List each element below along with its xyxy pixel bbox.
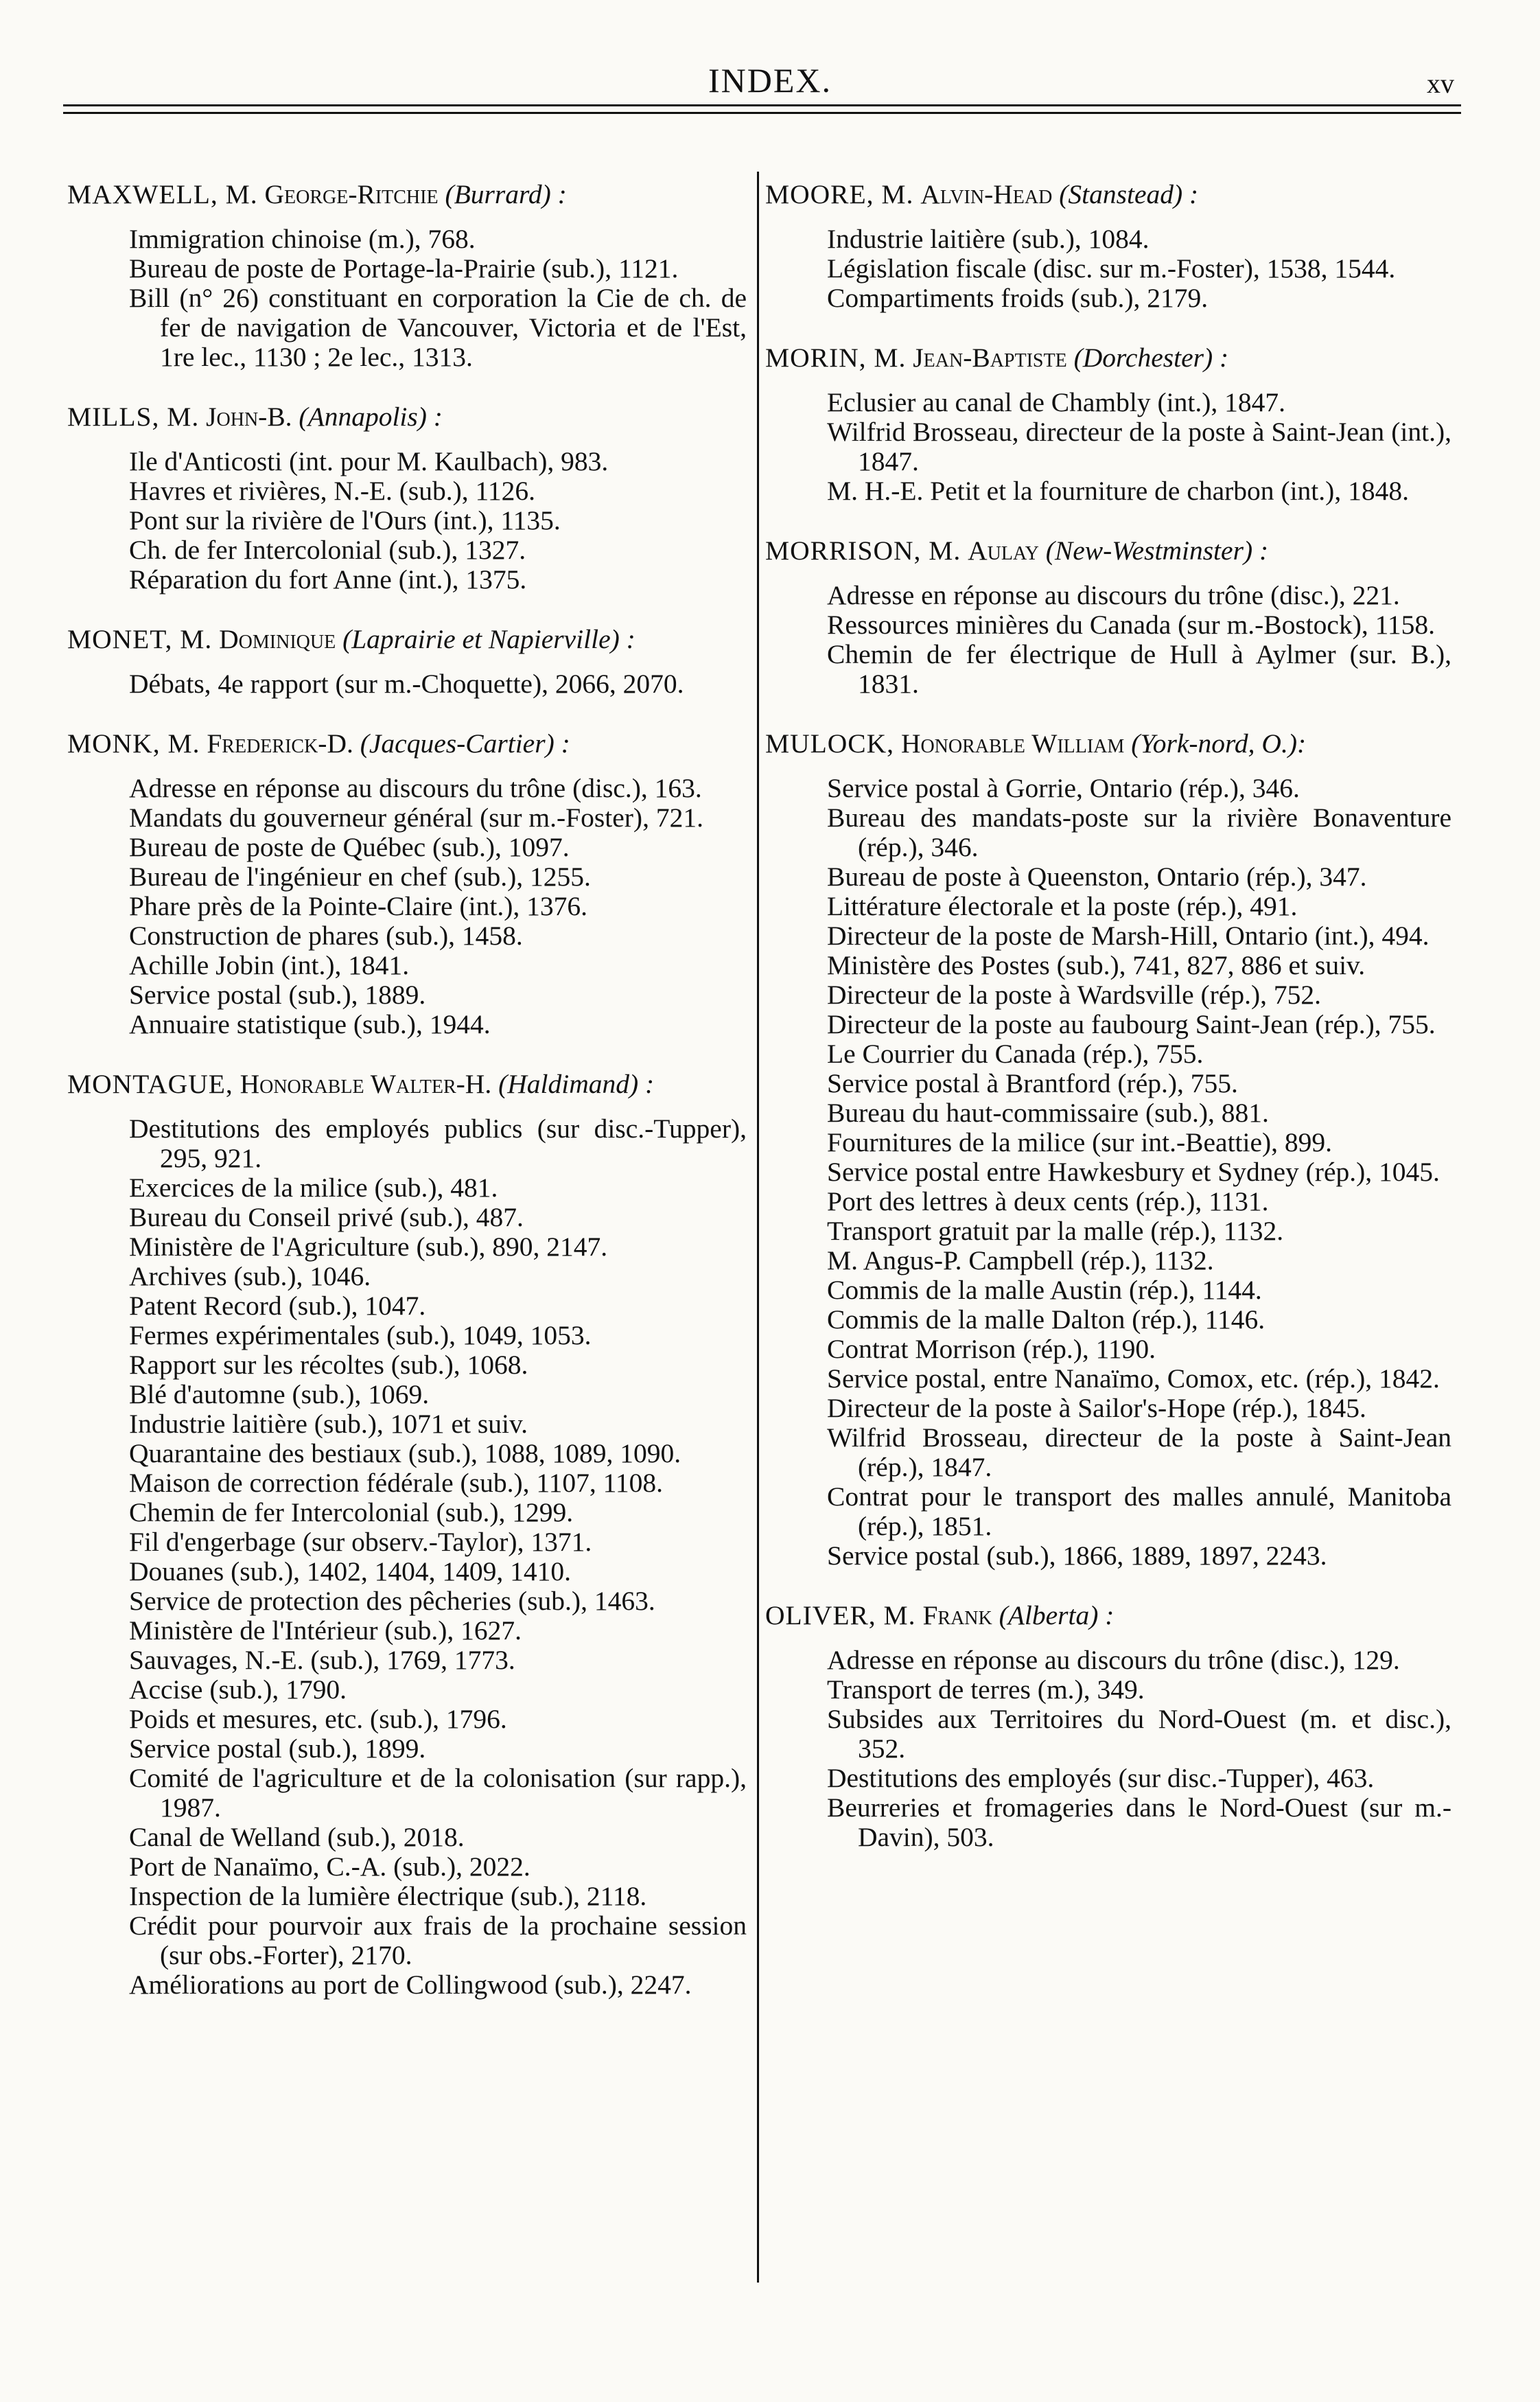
index-item: Mandats du gouverneur général (sur m.-Foster), 721. [129,802,703,833]
index-item: Port de Nanaïmo, C.-A. (sub.), 2022. [129,1851,530,1882]
index-item: Adresse en réponse au discours du trône (disc.), 163. [129,773,702,803]
index-item: Pont sur la rivière de l'Ours (int.), 1135. [129,505,561,535]
index-item: Bill (n° 26) constituant en corporation la Cie de ch. de fer de navigation de Vancouver, Victoria et de l'Est, 1re lec., 1130 ; 2e lec., 1313. [129,283,747,372]
member-name: MONTAGUE, [67,1069,233,1099]
entry-heading [67,1070,747,1099]
right-column [765,180,1451,1882]
index-item: Phare près de la Pointe-Claire (int.), 1376. [129,891,588,921]
member-riding: (Stanstead) : [1059,179,1199,209]
member-riding: (Haldimand) : [498,1069,655,1099]
index-item: Le Courrier du Canada (rép.), 755. [827,1039,1204,1069]
index-item: Exercices de la milice (sub.), 481. [129,1173,498,1203]
index-item: Service postal entre Hawkesbury et Sydney (rép.), 1045. [827,1157,1440,1187]
index-item: Directeur de la poste à Sailor's-Hope (rép.), 1845. [827,1393,1366,1423]
index-item: Législation fiscale (disc. sur m.-Foster), 1538, 1544. [827,253,1396,284]
index-item: Service postal à Brantford (rép.), 755. [827,1068,1238,1098]
index-item: Bureau du Conseil privé (sub.), 487. [129,1202,524,1232]
header-rule-bottom [63,112,1461,114]
member-riding: (York-nord, O.): [1131,728,1307,759]
index-item: Ministère de l'Intérieur (sub.), 1627. [129,1615,522,1645]
index-item: Bureau de poste à Queenston, Ontario (rép.), 347. [827,862,1367,892]
entry-heading [765,729,1451,759]
index-item: Service de protection des pêcheries (sub.), 1463. [129,1586,655,1616]
page-number: xv [1427,68,1454,99]
index-entry [765,536,1451,699]
entry-heading [765,343,1451,373]
index-item: Ministère des Postes (sub.), 741, 827, 886 et suiv. [827,950,1366,980]
index-item: Service postal (sub.), 1899. [129,1733,426,1764]
index-item: Comité de l'agriculture et de la colonisation (sur rapp.), 1987. [129,1763,747,1823]
left-column [67,180,747,2030]
index-item: Bureau de l'ingénieur en chef (sub.), 1255. [129,862,591,892]
member-given-name: Honorable William [900,728,1125,759]
member-given-name: Honorable Walter-H. [240,1069,492,1099]
member-given-name: Dominique [219,624,336,654]
member-name: MOORE, M. [765,179,914,209]
index-item: Bureau du haut-commissaire (sub.), 881. [827,1098,1269,1128]
index-item: Sauvages, N.-E. (sub.), 1769, 1773. [129,1645,515,1675]
index-item: Beurreries et fromageries dans le Nord-Ouest (sur m.-Davin), 503. [827,1792,1451,1852]
member-name: MORRISON, M. [765,535,961,566]
index-item: Débats, 4e rapport (sur m.-Choquette), 2066, 2070. [129,669,684,699]
index-item: Réparation du fort Anne (int.), 1375. [129,564,527,594]
entry-heading [765,180,1451,209]
index-item: Chemin de fer Intercolonial (sub.), 1299. [129,1497,574,1527]
header-rule-top [63,104,1461,106]
member-given-name: Frank [922,1600,992,1630]
entry-heading [67,180,747,209]
index-item: Crédit pour pourvoir aux frais de la prochaine session (sur obs.-Forter), 2170. [129,1910,747,1970]
page-title: INDEX. [708,61,832,100]
index-item: Ressources minières du Canada (sur m.-Bostock), 1158. [827,610,1436,640]
index-item: Industrie laitière (sub.), 1084. [827,224,1150,254]
index-entry [67,1070,747,2000]
index-item: Ministère de l'Agriculture (sub.), 890, 2147. [129,1232,608,1262]
index-item: Patent Record (sub.), 1047. [129,1291,426,1321]
index-item: Immigration chinoise (m.), 768. [129,224,476,254]
member-riding: (Burrard) : [445,179,567,209]
index-item: Blé d'automne (sub.), 1069. [129,1379,430,1409]
index-item: Fermes expérimentales (sub.), 1049, 1053. [129,1320,592,1350]
member-given-name: Alvin-Head [920,179,1053,209]
index-item: Destitutions des employés (sur disc.-Tupper), 463. [827,1763,1375,1793]
member-riding: (Annapolis) : [299,402,443,432]
index-item: Adresse en réponse au discours du trône (disc.), 221. [827,580,1400,610]
member-name: MAXWELL, M. [67,179,258,209]
index-item: Wilfrid Brosseau, directeur de la poste à Saint-Jean (int.), 1847. [827,417,1451,476]
index-item: Inspection de la lumière électrique (sub.), 2118. [129,1881,647,1911]
index-item: Maison de correction fédérale (sub.), 1107, 1108. [129,1468,664,1498]
index-item: Compartiments froids (sub.), 2179. [827,283,1209,313]
index-item: Eclusier au canal de Chambly (int.), 1847. [827,387,1286,417]
index-item: M. Angus-P. Campbell (rép.), 1132. [827,1245,1214,1275]
index-item: Améliorations au port de Collingwood (sub.), 2247. [129,1970,692,2000]
entry-heading [67,402,747,432]
entry-heading [765,1601,1451,1630]
index-item: Canal de Welland (sub.), 2018. [129,1822,465,1852]
index-item: M. H.-E. Petit et la fourniture de charbon (int.), 1848. [827,476,1409,506]
index-item: Poids et mesures, etc. (sub.), 1796. [129,1704,507,1734]
index-entry [67,729,747,1039]
index-item: Bureau de poste de Québec (sub.), 1097. [129,832,570,862]
index-item: Chemin de fer électrique de Hull à Aylmer (sur. B.), 1831. [827,639,1451,699]
entry-heading [67,729,747,759]
member-given-name: John-B. [206,402,292,432]
member-name: MONK, M. [67,728,200,759]
index-item: Construction de phares (sub.), 1458. [129,921,523,951]
entry-heading [765,536,1451,566]
index-item: Havres et rivières, N.-E. (sub.), 1126. [129,476,535,506]
column-divider [757,172,759,2283]
index-item: Commis de la malle Austin (rép.), 1144. [827,1275,1262,1305]
member-name: MONET, M. [67,624,213,654]
index-item: Quarantaine des bestiaux (sub.), 1088, 1089, 1090. [129,1438,681,1468]
index-entry [67,180,747,372]
index-item: Rapport sur les récoltes (sub.), 1068. [129,1350,528,1380]
member-riding: (Jacques-Cartier) : [360,728,570,759]
index-item: Service postal à Gorrie, Ontario (rép.), 346. [827,773,1300,803]
index-item: Accise (sub.), 1790. [129,1674,347,1705]
index-item: Subsides aux Territoires du Nord-Ouest (m. et disc.), 352. [827,1704,1451,1764]
index-item: Achille Jobin (int.), 1841. [129,950,410,980]
index-item: Destitutions des employés publics (sur disc.-Tupper), 295, 921. [129,1113,747,1173]
index-item: Transport de terres (m.), 349. [827,1674,1145,1705]
index-entry [67,625,747,699]
index-item: Annuaire statistique (sub.), 1944. [129,1009,491,1039]
member-name: OLIVER, M. [765,1600,916,1630]
member-given-name: Frederick-D. [207,728,353,759]
index-item: Fournitures de la milice (sur int.-Beattie), 899. [827,1127,1333,1157]
member-riding: (Dorchester) : [1073,343,1229,373]
index-item: Fil d'engerbage (sur observ.-Taylor), 1371. [129,1527,592,1557]
page-header [0,34,1540,110]
entry-heading [67,625,747,654]
index-entry [765,180,1451,313]
index-item: Archives (sub.), 1046. [129,1261,371,1291]
index-item: Littérature électorale et la poste (rép.), 491. [827,891,1298,921]
index-item: Directeur de la poste au faubourg Saint-Jean (rép.), 755. [827,1009,1436,1039]
index-item: Bureau des mandats-poste sur la rivière Bonaventure (rép.), 346. [827,802,1451,862]
index-item: Transport gratuit par la malle (rép.), 1132. [827,1216,1284,1246]
member-riding: (New-Westminster) : [1045,535,1269,566]
index-item: Industrie laitière (sub.), 1071 et suiv. [129,1409,528,1439]
index-entry [765,343,1451,506]
member-name: MORIN, M. [765,343,907,373]
index-item: Adresse en réponse au discours du trône (disc.), 129. [827,1645,1400,1675]
index-entry [67,402,747,594]
index-item: Bureau de poste de Portage-la-Prairie (sub.), 1121. [129,253,679,284]
index-item: Directeur de la poste de Marsh-Hill, Ontario (int.), 494. [827,921,1430,951]
index-item: Ch. de fer Intercolonial (sub.), 1327. [129,535,526,565]
member-riding: (Alberta) : [999,1600,1115,1630]
index-entry [765,1601,1451,1852]
index-item: Service postal, entre Nanaïmo, Comox, etc. (rép.), 1842. [827,1363,1440,1394]
index-item: Ile d'Anticosti (int. pour M. Kaulbach), 983. [129,446,609,476]
index-item: Service postal (sub.), 1866, 1889, 1897, 2243. [827,1540,1327,1571]
index-entry [765,729,1451,1571]
member-name: MULOCK, [765,728,895,759]
index-item: Wilfrid Brosseau, directeur de la poste à Saint-Jean (rép.), 1847. [827,1422,1451,1482]
member-riding: (Laprairie et Napierville) : [342,624,635,654]
index-item: Directeur de la poste à Wardsville (rép.), 752. [827,980,1321,1010]
member-name: MILLS, M. [67,402,200,432]
member-given-name: George-Ritchie [264,179,439,209]
index-item: Douanes (sub.), 1402, 1404, 1409, 1410. [129,1556,572,1586]
index-item: Service postal (sub.), 1889. [129,980,426,1010]
index-item: Commis de la malle Dalton (rép.), 1146. [827,1304,1265,1335]
index-item: Port des lettres à deux cents (rép.), 1131. [827,1186,1269,1216]
index-item: Contrat Morrison (rép.), 1190. [827,1334,1156,1364]
member-given-name: Aulay [968,535,1039,566]
member-given-name: Jean-Baptiste [913,343,1067,373]
index-item: Contrat pour le transport des malles annulé, Manitoba (rép.), 1851. [827,1481,1451,1541]
